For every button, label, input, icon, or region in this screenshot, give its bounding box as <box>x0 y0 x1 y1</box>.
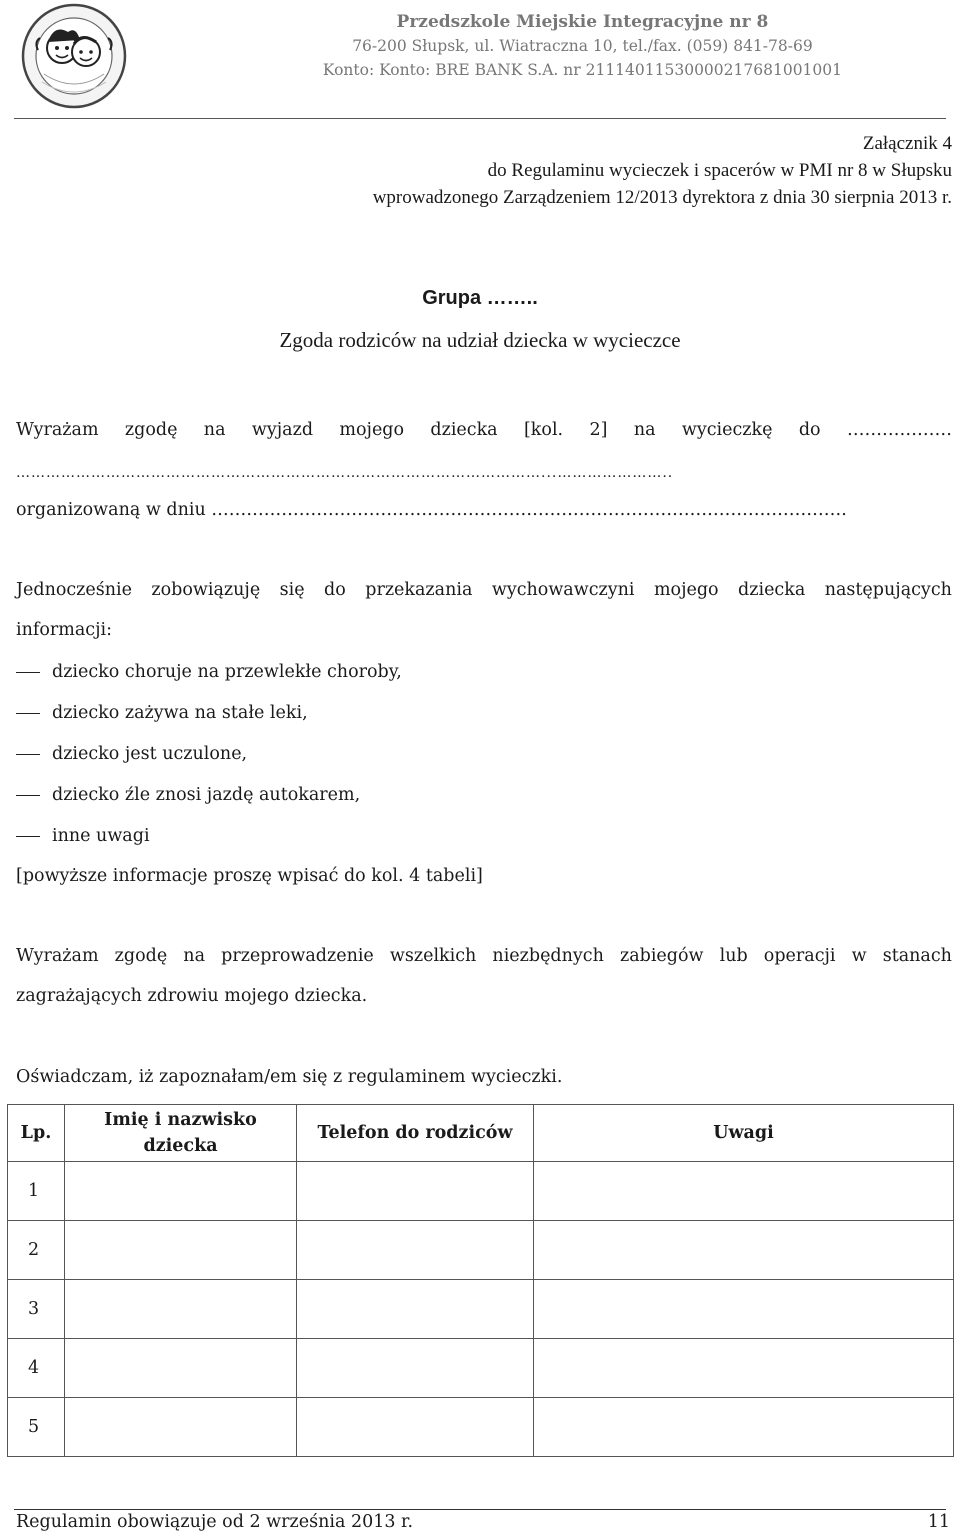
table-header-row <box>8 1105 954 1162</box>
row-number: 4 <box>8 1339 65 1398</box>
info-line-2: informacji: <box>16 620 112 640</box>
consent-word: mojego <box>339 420 405 440</box>
table-row <box>8 1398 954 1457</box>
table-row <box>8 1221 954 1280</box>
consent-word: na <box>203 420 226 440</box>
consent-word: [kol. <box>523 420 564 440</box>
medical-word: w <box>851 946 867 966</box>
medical-word: wszelkich <box>389 946 477 966</box>
list-item-text: dziecko zażywa na stałe leki, <box>52 703 308 723</box>
info-line <box>16 580 952 600</box>
info-word: wychowawczyni <box>491 580 635 600</box>
header-divider <box>14 118 946 119</box>
consent-title: Zgoda rodziców na udział dziecka w wycieczce <box>279 328 681 352</box>
info-word: dziecka <box>738 580 806 600</box>
annex-number: Załącznik 4 <box>862 133 952 154</box>
info-word: się <box>279 580 305 600</box>
institution-name: Przedszkole Miejskie Integracyjne nr 8 <box>396 12 769 32</box>
dash-bullet <box>16 713 40 714</box>
consent-word: dziecka <box>430 420 498 440</box>
list-item-text: inne uwagi <box>52 826 150 846</box>
col-header-lp: Lp. <box>8 1105 65 1162</box>
info-word: mojego <box>653 580 719 600</box>
child-name-cell[interactable] <box>65 1339 297 1398</box>
notes-cell[interactable] <box>534 1280 954 1339</box>
footer-text: Regulamin obowiązuje od 2 września 2013 r. <box>16 1512 414 1532</box>
row-number: 5 <box>8 1398 65 1457</box>
dash-bullet <box>16 672 40 673</box>
dash-bullet <box>16 795 40 796</box>
row-number: 1 <box>8 1162 65 1221</box>
info-word: Jednocześnie <box>16 580 132 600</box>
medical-line <box>16 946 952 966</box>
parent-phone-cell[interactable] <box>297 1339 534 1398</box>
participants-table <box>7 1104 954 1457</box>
parent-phone-cell[interactable] <box>297 1221 534 1280</box>
consent-dots: ……………… <box>846 420 952 440</box>
medical-word: na <box>183 946 206 966</box>
consent-word: wyjazd <box>251 420 314 440</box>
col-header-parent-phone: Telefon do rodziców <box>297 1105 534 1162</box>
list-item <box>16 826 150 846</box>
dash-bullet <box>16 754 40 755</box>
medical-word: zabiegów <box>619 946 704 966</box>
medical-word: operacji <box>763 946 836 966</box>
medical-word: niezbędnych <box>492 946 604 966</box>
consent-line <box>16 420 952 440</box>
table-row <box>8 1162 954 1221</box>
list-item <box>16 785 360 805</box>
list-item-text: dziecko jest uczulone, <box>52 744 248 764</box>
parent-phone-cell[interactable] <box>297 1280 534 1339</box>
medical-word: stanach <box>882 946 952 966</box>
row-number: 2 <box>8 1221 65 1280</box>
row-number: 3 <box>8 1280 65 1339</box>
organized-date-line: organizowaną w dniu ………………………………………………………………………………………………. <box>16 500 847 520</box>
institution-account: Konto: Konto: BRE BANK S.A. nr 21114011530000217681001001 <box>322 61 842 79</box>
consent-word: do <box>798 420 821 440</box>
page-number: 11 <box>927 1512 950 1532</box>
info-word: zobowiązuję <box>151 580 261 600</box>
medical-word: lub <box>719 946 748 966</box>
institution-header <box>323 10 842 82</box>
child-name-cell[interactable] <box>65 1280 297 1339</box>
statement-line: Oświadczam, iż zapoznałam/em się z regulaminem wycieczki. <box>16 1067 563 1087</box>
col-header-child-name: Imię i nazwisko dziecka <box>65 1105 297 1162</box>
list-item <box>16 744 247 764</box>
child-name-cell[interactable] <box>65 1162 297 1221</box>
footer-divider <box>14 1509 946 1510</box>
destination-dots-line: ……………………………………………………………………………………………...………………….. <box>16 465 674 481</box>
annex-block <box>373 130 952 211</box>
list-item-text: dziecko choruje na przewlekłe choroby, <box>52 662 402 682</box>
medical-word: Wyrażam <box>16 946 99 966</box>
preschool-logo <box>20 2 128 110</box>
consent-word: zgodę <box>124 420 178 440</box>
notes-cell[interactable] <box>534 1339 954 1398</box>
annex-regulation: do Regulaminu wycieczek i spacerów w PMI nr 8 w Słupsku <box>487 160 952 181</box>
list-item <box>16 662 402 682</box>
group-title: Grupa …….. <box>422 287 538 309</box>
parent-phone-cell[interactable] <box>297 1398 534 1457</box>
medical-word: przeprowadzenie <box>221 946 374 966</box>
list-item-text: dziecko źle znosi jazdę autokarem, <box>52 785 361 805</box>
child-name-cell[interactable] <box>65 1398 297 1457</box>
medical-line-2: zagrażających zdrowiu mojego dziecka. <box>16 986 368 1006</box>
child-name-cell[interactable] <box>65 1221 297 1280</box>
dash-bullet <box>16 836 40 837</box>
parent-phone-cell[interactable] <box>297 1162 534 1221</box>
list-item <box>16 703 308 723</box>
info-note: [powyższe informacje proszę wpisać do kol. 4 tabeli] <box>16 866 483 886</box>
table-row <box>8 1280 954 1339</box>
table-row <box>8 1339 954 1398</box>
medical-word: zgodę <box>114 946 168 966</box>
info-word: przekazania <box>365 580 473 600</box>
notes-cell[interactable] <box>534 1162 954 1221</box>
institution-address: 76-200 Słupsk, ul. Wiatraczna 10, tel./fax. (059) 841-78-69 <box>352 37 813 55</box>
notes-cell[interactable] <box>534 1398 954 1457</box>
annex-ordinance: wprowadzonego Zarządzeniem 12/2013 dyrektora z dnia 30 sierpnia 2013 r. <box>372 187 952 208</box>
notes-cell[interactable] <box>534 1221 954 1280</box>
consent-word: 2] <box>589 420 608 440</box>
info-word: do <box>324 580 346 600</box>
consent-word: wycieczkę <box>681 420 773 440</box>
consent-word: na <box>633 420 656 440</box>
col-header-notes: Uwagi <box>534 1105 954 1162</box>
info-word: następujących <box>824 580 952 600</box>
consent-word: Wyrażam <box>16 420 99 440</box>
